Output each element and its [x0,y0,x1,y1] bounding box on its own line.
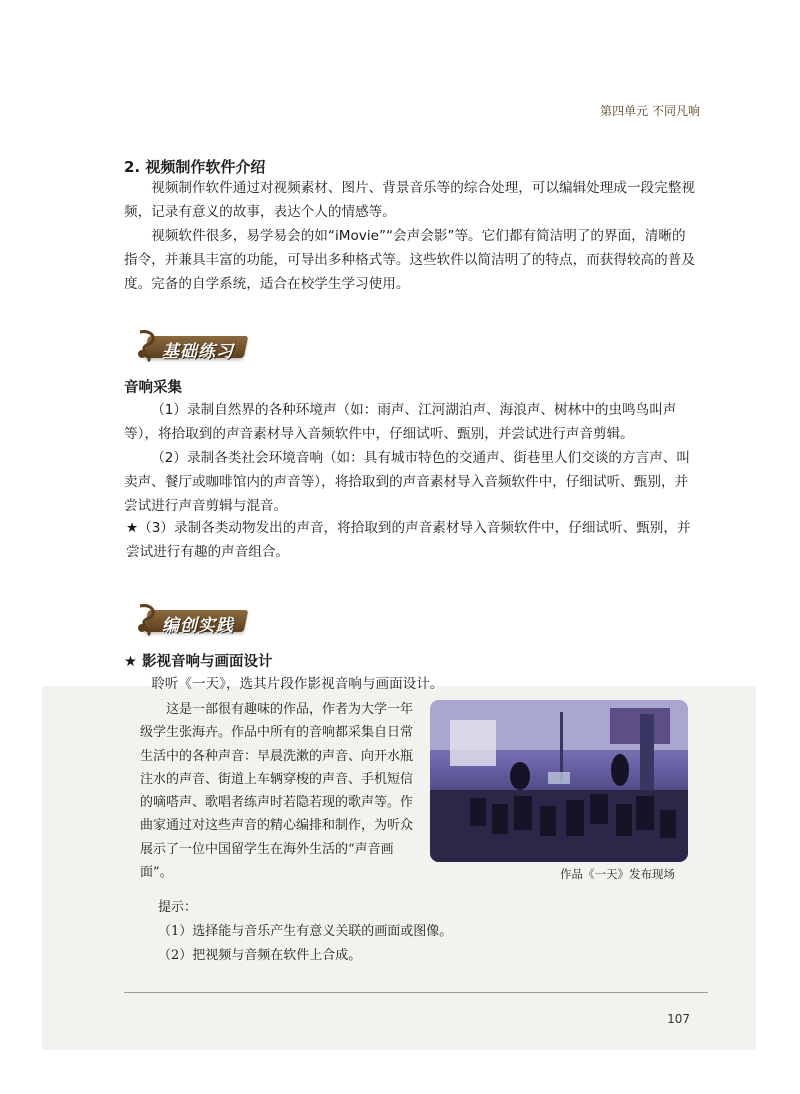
section-paragraph-1: 视频制作软件通过对视频素材、图片、背景音乐等的综合处理，可以编辑处理成一段完整视频，记录有意义的故事，表达个人的情感等。 [124,180,695,220]
footer-rule [124,992,708,993]
concert-photo [430,700,688,862]
practice-lead: 聆听《一天》，选其片段作影视音响与画面设计。 [151,676,444,692]
running-head: 第四单元 不同凡响 [600,104,700,118]
hint-item-1: （1）选择能与音乐产生有意义关联的画面或图像。 [158,924,453,939]
basic-practice-banner [132,328,248,362]
banner-label: 编创实践 [162,616,234,636]
section-paragraph-2: 视频软件很多，易学易会的如“iMovie”“会声会影”等。它们都有简洁明了的界面，清晰的指令，并兼具丰富的功能，可导出多种格式等。这些软件以简洁明了的特点，而获得较高的普及度。完备的自学系统，适合在校学生学习使用。 [124,228,695,292]
basic-title: 音响采集 [124,380,182,396]
music-note-icon [134,602,160,636]
concert-scene-image [430,700,688,862]
basic-item-3: ★（3）录制各类动物发出的声音，将拾取到的声音素材导入音频软件中，仔细试听、甄别，并尝试进行有趣的声音组合。 [126,520,691,560]
basic-item-1: （1）录制自然界的各种环境声（如：雨声、江河湖泊声、海浪声、树林中的虫鸣鸟叫声等），将拾取到的声音素材导入音频软件中，仔细试听、甄别，并尝试进行声音剪辑。 [124,402,677,442]
hint-label: 提示： [158,900,198,915]
photo-caption: 作品《一天》发布现场 [560,867,675,881]
banner-label: 基础练习 [162,342,234,362]
hint-item-2: （2）把视频与音频在软件上合成。 [158,948,362,963]
creative-practice-banner [132,602,248,636]
practice-intro: 这是一部很有趣味的作品，作者为大学一年级学生张海卉。作品中所有的音响都采集自日常生活中的各种声音：早晨洗漱的声音、向开水瓶注水的声音、街道上车辆穿梭的声音、手机短信的嘀嗒声、歌唱者练声时若隐若现的歌声等。作曲家通过对这些声音的精心编排和制作，为听众展示了一位中国留学生在海外生活的“声音画面”。 [140,702,414,881]
basic-item-2: （2）录制各类社会环境音响（如：具有城市特色的交通声、街巷里人们交谈的方言声、叫卖声、餐厅或咖啡馆内的声音等），将拾取到的声音素材导入音频软件中，仔细试听、甄别，并尝试进行声音剪辑与混音。 [124,450,690,514]
section-title: 2. 视频制作软件介绍 [124,158,266,176]
page-number: 107 [667,1012,690,1026]
practice-title: ★ 影视音响与画面设计 [124,654,273,670]
music-note-icon [134,328,160,362]
